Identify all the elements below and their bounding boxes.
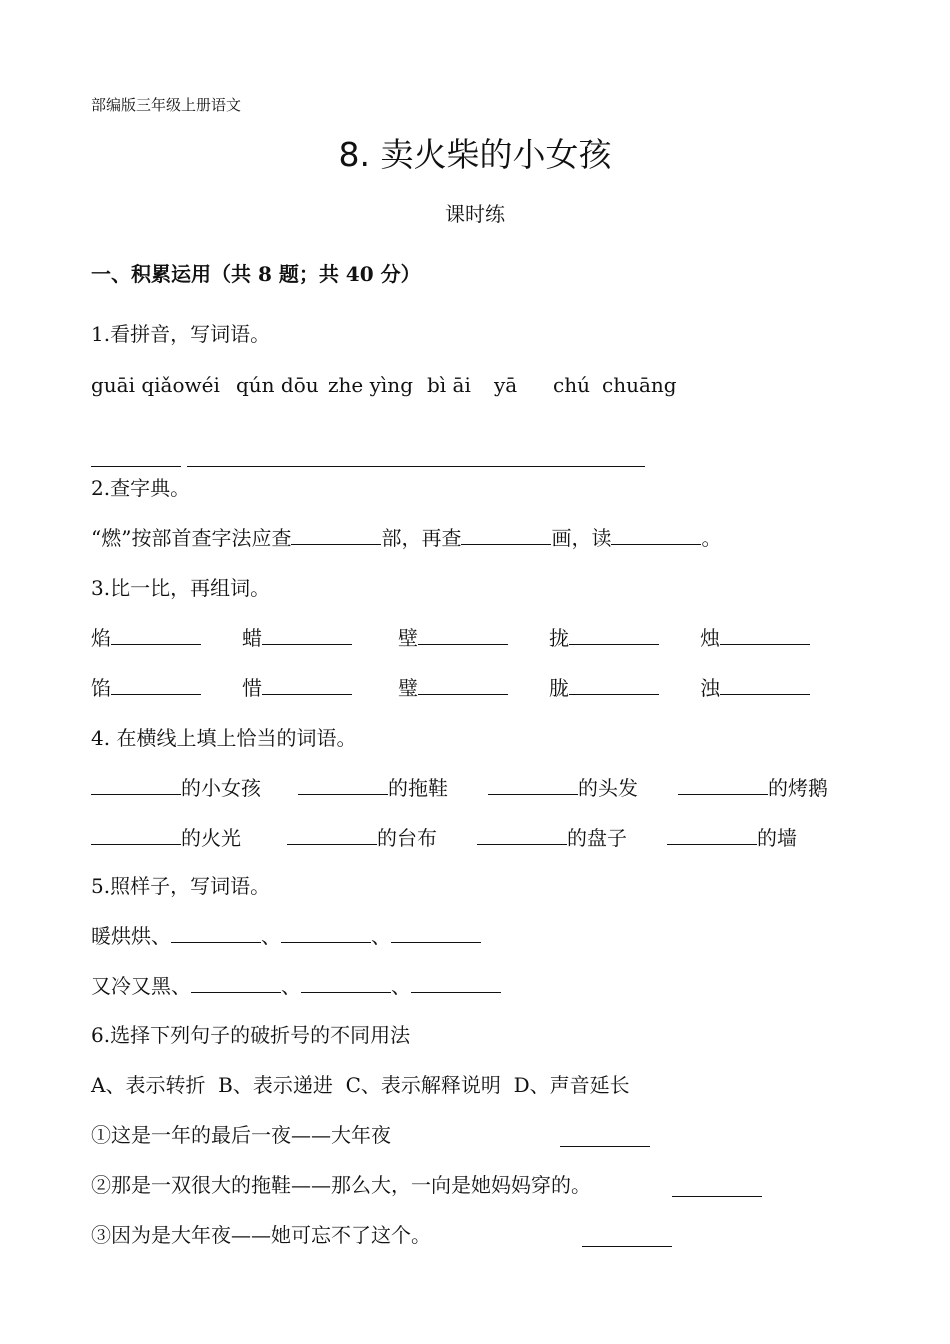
char-cell [700, 674, 810, 702]
phrase-cell [667, 824, 797, 852]
answer-blank[interactable] [418, 624, 508, 645]
example-row-2 [91, 972, 501, 1000]
answer-blank[interactable] [560, 1126, 650, 1147]
question-2-label: 2.查字典。 [91, 476, 191, 500]
answer-blank[interactable] [277, 446, 369, 467]
phrase: 的墙 [757, 826, 797, 850]
char: 烛 [700, 626, 720, 650]
char-cell [700, 624, 810, 652]
question-6-item-2: ②那是一双很大的拖鞋——那么大，一向是她妈妈穿的。 [91, 1173, 591, 1197]
phrase: 的盘子 [567, 826, 627, 850]
pinyin-item: chú [553, 373, 590, 397]
answer-blank[interactable] [262, 624, 352, 645]
answer-blank[interactable] [611, 524, 701, 545]
char: 蜡 [242, 626, 262, 650]
phrase-cell [91, 824, 241, 852]
question-6-options: A、表示转折 B、表示递进 C、表示解释说明 D、声音延长 [91, 1073, 630, 1097]
pinyin-item: qún dōu [236, 373, 319, 397]
phrase: 的小女孩 [181, 776, 261, 800]
phrase-cell [298, 774, 448, 802]
answer-blank[interactable] [411, 972, 501, 993]
answer-blank[interactable] [91, 774, 181, 795]
sentence-text: “燃”按部首查字法应查 [91, 526, 292, 550]
answer-blank[interactable] [667, 824, 757, 845]
pinyin-item: zhe yìng [328, 373, 413, 397]
phrase-cell [477, 824, 627, 852]
example-word: 又冷又黑、 [91, 974, 191, 998]
answer-blank[interactable] [191, 972, 281, 993]
phrase: 的烤鹅 [768, 776, 828, 800]
answer-blank[interactable] [553, 446, 645, 467]
char-cell [549, 624, 659, 652]
char: 璧 [398, 676, 418, 700]
answer-blanks-row [91, 446, 645, 471]
answer-blank[interactable] [488, 774, 578, 795]
pinyin-item: yā [494, 373, 518, 397]
answer-blank[interactable] [461, 524, 551, 545]
separator: 、 [391, 974, 411, 998]
page-title: 8. 卖火柴的小女孩 [338, 135, 612, 174]
question-6-item-3: ③因为是大年夜——她可忘不了这个。 [91, 1223, 431, 1247]
char-cell [91, 624, 201, 652]
page-subtitle: 课时练 [445, 202, 505, 226]
char-cell [398, 674, 508, 702]
question-1-label: 1.看拼音，写词语。 [91, 322, 271, 346]
char: 拢 [549, 626, 569, 650]
answer-blank[interactable] [171, 922, 261, 943]
answer-blank[interactable] [187, 446, 277, 467]
answer-blank[interactable] [369, 446, 461, 467]
answer-blank[interactable] [91, 824, 181, 845]
phrase-cell [91, 774, 261, 802]
answer-blank[interactable] [301, 972, 391, 993]
phrase-cell [287, 824, 437, 852]
phrase: 的头发 [578, 776, 638, 800]
answer-blank[interactable] [461, 446, 553, 467]
phrase: 的台布 [377, 826, 437, 850]
separator: 、 [371, 924, 391, 948]
char-cell [549, 674, 659, 702]
sentence-text: 部，再查 [381, 526, 462, 550]
phrase: 的火光 [181, 826, 241, 850]
answer-blank[interactable] [477, 824, 567, 845]
answer-blank[interactable] [391, 922, 481, 943]
question-2-sentence [91, 524, 721, 552]
answer-blank[interactable] [298, 774, 388, 795]
sentence-text: 。 [701, 526, 722, 550]
char-cell [242, 624, 352, 652]
separator: 、 [261, 924, 281, 948]
answer-blank[interactable] [569, 674, 659, 695]
answer-blank[interactable] [262, 674, 352, 695]
char: 胧 [549, 676, 569, 700]
answer-blank[interactable] [111, 674, 201, 695]
answer-blank[interactable] [291, 524, 381, 545]
pinyin-item: guāi qiǎowéi [91, 373, 220, 397]
question-5-label: 5.照样子，写词语。 [91, 874, 271, 898]
pinyin-item: chuāng [602, 373, 677, 397]
question-6-label: 6.选择下列句子的破折号的不同用法 [91, 1023, 411, 1047]
question-6-item-1: ①这是一年的最后一夜——大年夜 [91, 1123, 391, 1147]
char: 浊 [700, 676, 720, 700]
char: 惜 [242, 676, 262, 700]
char: 焰 [91, 626, 111, 650]
phrase-cell [678, 774, 828, 802]
example-word: 暖烘烘、 [91, 924, 171, 948]
question-3-label: 3.比一比，再组词。 [91, 576, 271, 600]
answer-blank[interactable] [111, 624, 201, 645]
answer-blank[interactable] [720, 674, 810, 695]
char-cell [242, 674, 352, 702]
section-heading: 一、积累运用（共 8 题；共 40 分） [91, 262, 421, 286]
pinyin-item: bì āi [427, 373, 471, 397]
answer-blank[interactable] [672, 1176, 762, 1197]
char: 馅 [91, 676, 111, 700]
char-cell [398, 624, 508, 652]
sentence-text: 画，读 [551, 526, 612, 550]
char: 壁 [398, 626, 418, 650]
phrase: 的拖鞋 [388, 776, 448, 800]
answer-blank[interactable] [582, 1226, 672, 1247]
phrase-cell [488, 774, 638, 802]
char-cell [91, 674, 201, 702]
question-4-label: 4. 在横线上填上恰当的词语。 [91, 726, 357, 750]
example-row-1 [91, 922, 481, 950]
answer-blank[interactable] [91, 446, 181, 467]
series-label: 部编版三年级上册语文 [91, 96, 242, 114]
answer-blank[interactable] [720, 624, 810, 645]
answer-blank[interactable] [287, 824, 377, 845]
answer-blank[interactable] [569, 624, 659, 645]
answer-blank[interactable] [418, 674, 508, 695]
answer-blank[interactable] [678, 774, 768, 795]
answer-blank[interactable] [281, 922, 371, 943]
separator: 、 [281, 974, 301, 998]
